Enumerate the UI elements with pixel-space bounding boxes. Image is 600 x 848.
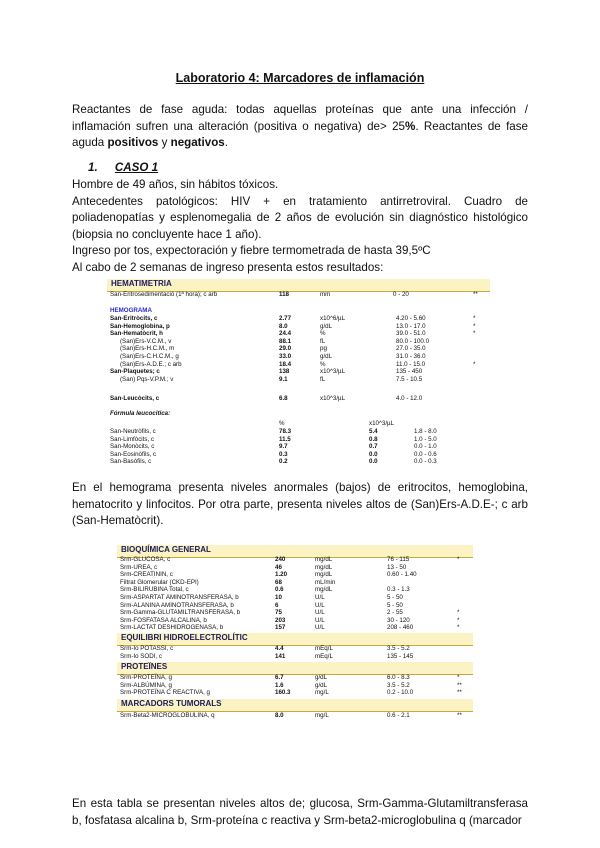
formula-rows <box>107 428 490 466</box>
table-cell: 9.7 <box>279 443 288 451</box>
table-cell: * <box>473 330 476 338</box>
table-cell: mg/dL <box>315 586 333 594</box>
table-row <box>107 436 490 444</box>
table-cell: mg/L <box>315 689 329 697</box>
table-row <box>107 353 490 361</box>
table-row <box>117 624 473 632</box>
table-row <box>117 594 473 602</box>
table-cell: * <box>457 609 460 617</box>
table-cell: 160.3 <box>275 689 291 697</box>
table-cell: ** <box>457 681 462 689</box>
table-cell: g/dL <box>315 681 328 689</box>
table-cell: Srm-PROTEÏNA C REACTIVA, g <box>120 689 210 697</box>
table-cell: mg/dL <box>315 556 333 563</box>
table-cell: % <box>320 360 326 368</box>
formula-units: % x10^3/µL <box>279 420 395 427</box>
table-cell: 2 - 55 <box>387 609 403 617</box>
table-cell: 1.0 - 5.0 <box>414 435 437 443</box>
formula-header: Fórmula leucocitica: <box>110 410 171 417</box>
table-cell: U/L <box>315 624 325 632</box>
table-row <box>117 609 473 617</box>
table-cell: x10^6/µL <box>320 315 346 322</box>
table-cell: 0.3 <box>279 450 288 458</box>
table-cell: 18.4 <box>279 360 292 368</box>
table-cell: 0.2 - 10.0 <box>387 689 414 697</box>
table-row <box>107 368 490 376</box>
table-cell: 8.0 <box>279 322 288 330</box>
table-cell: 0.8 <box>369 435 378 443</box>
table-cell: 0.3 - 1.3 <box>387 586 410 594</box>
table-cell: Srm-Io POTASSI, c <box>120 645 174 652</box>
table-cell: San-Eosinòfils, c <box>110 450 157 458</box>
table-cell: * <box>457 556 460 563</box>
case-description <box>72 177 528 276</box>
table-cell: 1.20 <box>275 571 288 579</box>
table-cell: Srm-PROTEÏNA, g <box>120 674 172 681</box>
table-cell: 0.2 <box>279 458 288 466</box>
hemograma-header: HEMOGRAMA <box>110 307 152 314</box>
table-cell: 13 - 50 <box>387 563 407 571</box>
table-cell: % <box>320 330 326 338</box>
table-row <box>117 571 473 579</box>
table-cell: mEq/L <box>315 652 333 660</box>
table-row <box>117 682 473 690</box>
table-row <box>117 586 473 594</box>
table-cell: 68 <box>275 578 282 586</box>
table-cell: 76 - 115 <box>387 556 410 563</box>
table-cell: fL <box>320 375 326 383</box>
table-cell: 0.0 - 0.6 <box>414 450 437 458</box>
table-cell: mg/L <box>315 712 329 719</box>
proteines-band: PROTEÏNES <box>117 662 473 675</box>
table-cell: 46 <box>275 563 282 571</box>
table-cell: 0.6 - 2.1 <box>387 712 410 719</box>
tumor-rows <box>117 712 473 720</box>
table-cell: g/dL <box>320 322 333 330</box>
table-cell: 75 <box>275 609 282 617</box>
table-cell: * <box>457 616 460 624</box>
marcadors-band: MARCADORS TUMORALS <box>117 699 473 712</box>
table-cell: mEq/L <box>315 645 333 652</box>
table-row <box>117 689 473 697</box>
table-cell: * <box>457 624 460 632</box>
table-cell: 208 - 460 <box>387 624 414 632</box>
table-cell: * <box>473 322 476 330</box>
table-cell: 0.0 <box>369 458 378 466</box>
bioquimica-band: BIOQUÍMICA GENERAL <box>117 545 473 558</box>
table-cell: mg/dL <box>315 563 333 571</box>
table-cell: Srm-GLUCOSA, c <box>120 556 171 563</box>
table-cell: 0.60 - 1.40 <box>387 571 417 579</box>
table-cell: 240 <box>275 556 286 563</box>
table-cell: San-Limfòcits, c <box>110 435 155 443</box>
table-cell: 0.7 <box>369 443 378 451</box>
table-cell: 10 <box>275 593 282 601</box>
table-cell: 4.20 - 5.60 <box>396 315 426 322</box>
table-cell: San-Eritròcits, c <box>110 315 158 322</box>
table-row <box>107 458 490 466</box>
table-cell: Srm-Gamma-GLUTAMILTRANSFERASA, b <box>120 609 241 617</box>
table-cell: 3.5 - 5.2 <box>387 681 410 689</box>
table-cell: 29.0 <box>279 345 292 353</box>
table-cell: 30 - 120 <box>387 616 410 624</box>
table-cell: 24.4 <box>279 330 292 338</box>
table-cell: fL <box>320 337 326 345</box>
table-cell: 11.0 - 15.0 <box>396 360 426 368</box>
table-cell: San-Hemoglobina, p <box>110 322 170 330</box>
table-cell: 27.0 - 35.0 <box>396 345 426 353</box>
table-cell: ** <box>457 712 462 719</box>
table-cell: 5 - 50 <box>387 601 403 609</box>
case-heading: 1. CASO 1 <box>88 161 159 174</box>
table-row <box>117 674 473 682</box>
table-cell: * <box>457 674 460 681</box>
table-row: San-Eritrosedimentació (1ª hora); c arb 118 mm 0 - 20 ** <box>110 291 478 298</box>
table-cell: San-Plaquetes; c <box>110 368 160 376</box>
table-row <box>117 564 473 572</box>
table-cell: 33.0 <box>279 352 292 360</box>
table-cell: 6.7 <box>275 674 284 681</box>
table-cell: U/L <box>315 601 325 609</box>
table-row <box>107 345 490 353</box>
table-cell: 5 - 50 <box>387 593 403 601</box>
table-row <box>107 338 490 346</box>
intro-paragraph: Reactantes de fase aguda: todas aquellas proteínas que ante una infección / inflamación sufren una alteración (positiva o negativa) de> 25%. Reactantes de fase aguda positivos y negativos. <box>72 103 529 149</box>
table-row <box>107 330 490 338</box>
table-cell: g/dL <box>320 352 333 360</box>
table-cell: 80.0 - 100.0 <box>396 337 430 345</box>
table-cell: 8.0 <box>275 712 284 719</box>
table-row <box>107 443 490 451</box>
table-cell: ** <box>457 689 462 697</box>
table-cell: 13.0 - 17.0 <box>396 322 426 330</box>
table-cell: U/L <box>315 616 325 624</box>
ion-rows <box>117 645 473 660</box>
table-row <box>107 428 490 436</box>
table-cell: 1.8 - 8.0 <box>414 428 437 435</box>
table-row <box>107 323 490 331</box>
table-row <box>117 712 473 720</box>
table-cell: 39.0 - 51.0 <box>396 330 426 338</box>
table-cell: San-Monòcits, c <box>110 443 155 451</box>
table-row <box>107 315 490 323</box>
table-cell: Filtrat Glomerular (CKD-EPI) <box>120 578 199 586</box>
table-cell: 203 <box>275 616 286 624</box>
table-cell: U/L <box>315 593 325 601</box>
table-cell: 135 - 145 <box>387 652 414 660</box>
table-cell: 3.5 - 5.2 <box>387 645 410 652</box>
table-row <box>107 361 490 369</box>
table-cell: 31.0 - 36.0 <box>396 352 426 360</box>
table-cell: Srm-LACTAT DESHIDROGENASA, b <box>120 624 224 632</box>
table-cell: 135 - 450 <box>396 368 423 376</box>
case-line: Ingreso por tos, expectoración y fiebre termometrada de hasta 39,5ºC <box>72 244 431 257</box>
table-cell: 6.0 - 8.3 <box>387 674 410 681</box>
table-cell: Srm-Beta2-MICROGLOBULINA, q <box>120 712 215 719</box>
hemogram-table <box>107 279 490 466</box>
table-row <box>117 579 473 587</box>
case-line: Hombre de 49 años, sin hábitos tóxicos. <box>72 178 279 191</box>
table-cell: Srm-BILIRUBINA Total, c <box>120 586 189 594</box>
table-cell: 7.5 - 10.5 <box>396 375 423 383</box>
table-cell: 141 <box>275 652 286 660</box>
table-cell: x10^3/µL <box>320 368 346 376</box>
table-cell: 4.4 <box>275 645 284 652</box>
table-cell: 0.0 - 0.3 <box>414 458 437 466</box>
table-row <box>117 653 473 661</box>
hemogram-rows <box>107 315 490 383</box>
case-line: Antecedentes patológicos: HIV + en tratamiento antirretroviral. Cuadro de poliadenopatías y esplenomegalia de 2 años de evolución sin diagnóstico histológico (biopsia no concluyente hace 1 año). <box>72 194 528 241</box>
case-line: Al cabo de 2 semanas de ingreso presenta estos resultados: <box>72 260 384 274</box>
table-row: San-Leucòcits, c 6.8 x10^3/µL 4.0 - 12.0 <box>110 395 423 402</box>
table-cell: (San)Ers-V.C.M., v <box>120 337 172 345</box>
prot-rows <box>117 674 473 697</box>
table-cell: (San) Pqs-V.P.M.; v <box>120 375 174 383</box>
table-cell: 6 <box>275 601 279 609</box>
biochemistry-comment: En esta tabla se presentan niveles altos de; glucosa, Srm-Gamma-Glutamiltransferasa b, fosfatasa alcalina b, Srm-proteína c reactiva y Srm-beta2-microglobulina q (marcador <box>72 797 528 827</box>
table-cell: Srm-ALANINA AMINOTRANSFERASA, b <box>120 601 234 609</box>
table-cell: 5.4 <box>369 428 378 435</box>
page-title: Laboratorio 4: Marcadores de inflamación <box>175 71 425 85</box>
table-cell: Srm-Io SODI, c <box>120 652 162 660</box>
table-cell: San-Hematòcrit, h <box>110 330 163 338</box>
table-cell: Srm-UREA, c <box>120 563 158 571</box>
biochemistry-table <box>117 545 473 750</box>
table-cell: U/L <box>315 609 325 617</box>
table-cell: * <box>473 360 476 368</box>
table-cell: Srm-ASPARTAT AMINOTRANSFERASA, b <box>120 593 239 601</box>
bio-rows <box>117 556 473 632</box>
table-cell: 1.6 <box>275 681 284 689</box>
table-cell: Srm-ALBÚMINA, g <box>120 681 172 689</box>
table-row <box>117 645 473 653</box>
table-cell: Srm-FOSFATASA ALCALINA, b <box>120 616 207 624</box>
table-cell: mL/min <box>315 578 336 586</box>
table-cell: (San)Ers-H.C.M., m <box>120 345 175 353</box>
table-cell: San-Neutròfils, c <box>110 428 156 435</box>
equilibri-band: EQUILIBRI HIDROELECTROLÍTIC <box>117 633 473 646</box>
table-row <box>117 556 473 564</box>
table-cell: 138 <box>279 368 290 376</box>
table-cell: 0.6 <box>275 586 284 594</box>
table-cell: (San)Ers-C.H.C.M., g <box>120 352 179 360</box>
table-row <box>107 376 490 384</box>
table-cell: g/dL <box>315 674 328 681</box>
table-cell: pg <box>320 345 327 353</box>
table-cell: 78.3 <box>279 428 292 435</box>
table-cell: * <box>473 315 476 322</box>
table-cell: 11.5 <box>279 435 291 443</box>
table-cell: Srm-CREATININ, c <box>120 571 173 579</box>
table-cell: San-Basòfils, c <box>110 458 152 466</box>
table-cell: 0.0 <box>369 450 378 458</box>
hematimetria-band: HEMATIMETRIA <box>107 279 490 292</box>
table-row <box>117 602 473 610</box>
table-row <box>117 617 473 625</box>
table-cell: 88.1 <box>279 337 292 345</box>
table-cell: 9.1 <box>279 375 288 383</box>
hemogram-comment: En el hemograma presenta niveles anormales (bajos) de eritrocitos, hemoglobina, hematocrito y linfocitos. Por otra parte, presenta niveles altos de (San)Ers-A.D.E-; c arb (San-Hematòcrit). <box>72 481 528 527</box>
table-cell: mg/dL <box>315 571 333 579</box>
table-cell: 157 <box>275 624 286 632</box>
table-cell: 2.77 <box>279 315 292 322</box>
table-cell: (San)Ers-A.D.E.; c arb <box>120 360 182 368</box>
table-cell: 0.0 - 1.0 <box>414 443 437 451</box>
table-row <box>107 451 490 459</box>
